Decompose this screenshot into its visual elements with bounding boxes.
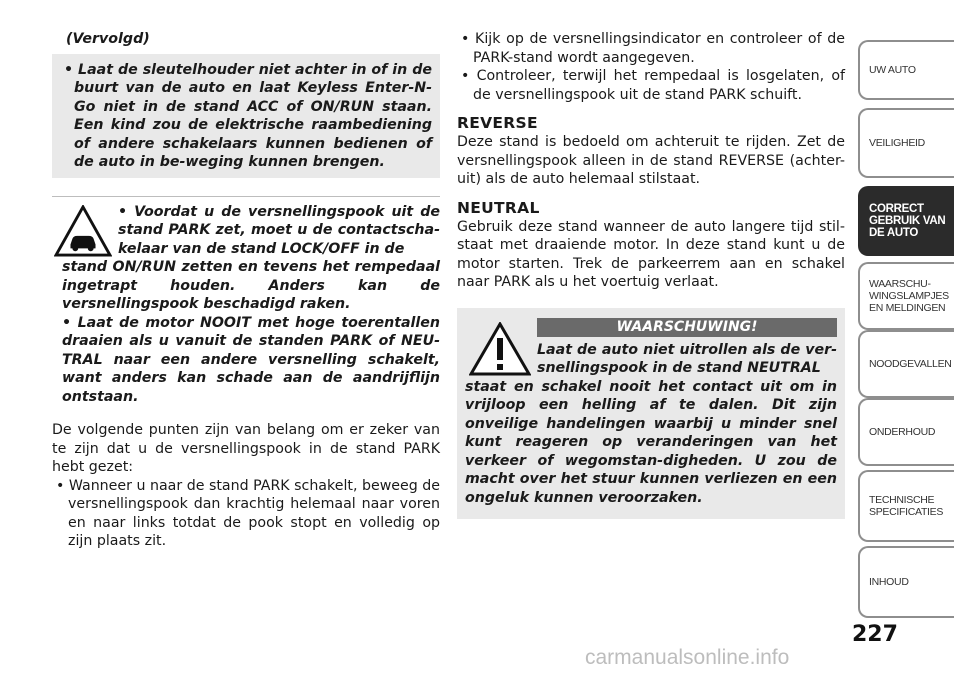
tab-technische-specificaties[interactable] [858,470,954,542]
tab-label: WAARSCHU- WINGSLAMPJES EN MELDINGEN [869,278,949,314]
park-intro-paragraph: De volgende punten zijn van belang om er zeker van te zijn dat u de versnellingspook in de stand PARK hebt gezet: [52,422,440,475]
tab-label: VEILIGHEID [869,137,925,149]
caution-rest: stand ON/RUN zetten en tevens het rempedaal ingetrapt houden. Anders kan de versnellingspook beschadigd raken. [62,259,440,312]
park-bullet-1: • Wanneer u naar de stand PARK schakelt, beweeg de versnellingspook dan krachtig helemaal naar voren en naar links totdat de pook stopt en volledig op zijn plaats zit. [56,477,441,549]
warning-box [457,308,845,520]
tab-label: NOODGEVALLEN [869,358,952,370]
right-column [457,30,845,519]
tab-label: ONDERHOUD [869,426,936,438]
caution-bullet-rpm: • Laat de motor NOOIT met hoge toerentallen draaien als u vanuit de standen PARK of NEU-TRAL naar een andere versnelling schakelt, want anders kan schade aan de aandrijflijn ontstaan. [62,314,440,405]
page-number: 227 [852,622,898,647]
tab-waarschuwingslampjes[interactable] [858,262,954,330]
reverse-text: Deze stand is bedoeld om achteruit te rijden. Zet de versnellingspook alleen in de stand REVERSE (achter-uit) als de auto helemaal stilstaat. [457,134,845,187]
continued-label: (Vervolgd) [66,31,150,47]
keyless-warning-text: • Laat de sleutelhouder niet achter in of in de buurt van de auto en laat Keyless Enter-N-Go niet in de stand ACC of ON/RUN staan. Een kind zou de elektrische raambediening of andere schakelaars kunnen bedienen of de auto in be-weging kunnen brengen. [64,61,432,170]
tab-label: TECHNISCHE SPECIFICATIES [869,494,944,518]
tab-noodgevallen[interactable] [858,330,954,398]
watermark: carmanualsonline.info [585,646,790,669]
tab-label: INHOUD [869,576,909,588]
warning-title: WAARSCHUWING! [537,318,837,337]
car-warning-triangle-icon [54,205,112,257]
neutral-section [457,199,845,292]
caution-block [52,196,440,407]
tab-uw-auto[interactable] [858,40,954,100]
warning-first-lines: Laat de auto niet uitrollen als de ver-snellingspook in de stand NEUTRAL [537,341,837,376]
caution-first-lines: • Voordat u de versnellingspook uit de stand PARK zet, moet u de contactscha-kelaar van de stand LOCK/OFF in de [118,203,440,257]
park-instructions [52,421,440,551]
reverse-section [457,114,845,189]
tab-onderhoud[interactable] [858,398,954,466]
chapter-tabs [858,0,960,678]
neutral-text: Gebruik deze stand wanneer de auto langere tijd stil-staat met draaiende motor. In deze stand kunt u de motor starten. Trek de parkeerrem aan en schakel naar PARK als u het voertuig verlaat. [457,218,845,290]
exclamation-triangle-icon [469,322,531,376]
tab-veiligheid[interactable] [858,108,954,178]
tab-correct-gebruik[interactable] [858,186,954,256]
neutral-heading: NEUTRAL [457,198,540,217]
warning-continuation-box [52,54,440,178]
tab-label: CORRECT GEBRUIK VAN DE AUTO [869,203,946,239]
tab-label: UW AUTO [869,64,916,76]
park-bullet-3: • Controleer, terwijl het rempedaal is losgelaten, of de versnellingspook uit de stand PARK schuift. [461,68,845,103]
warning-rest: staat en schakel nooit het contact uit om in vrijloop een helling af te dalen. Dit zijn onveilige handelingen waarbij u minder snel kunt reageren op veranderingen van het verkeer of wegomstan-digheden. U zou de macht over het stuur kunnen verliezen en een ongeluk kunnen veroorzaken. [465,378,837,506]
tab-inhoud[interactable] [858,546,954,618]
park-bullet-2: • Kijk op de versnellingsindicator en controleer of de PARK-stand wordt aangegeven. [461,31,845,66]
reverse-heading: REVERSE [457,114,538,132]
left-column [52,30,440,551]
